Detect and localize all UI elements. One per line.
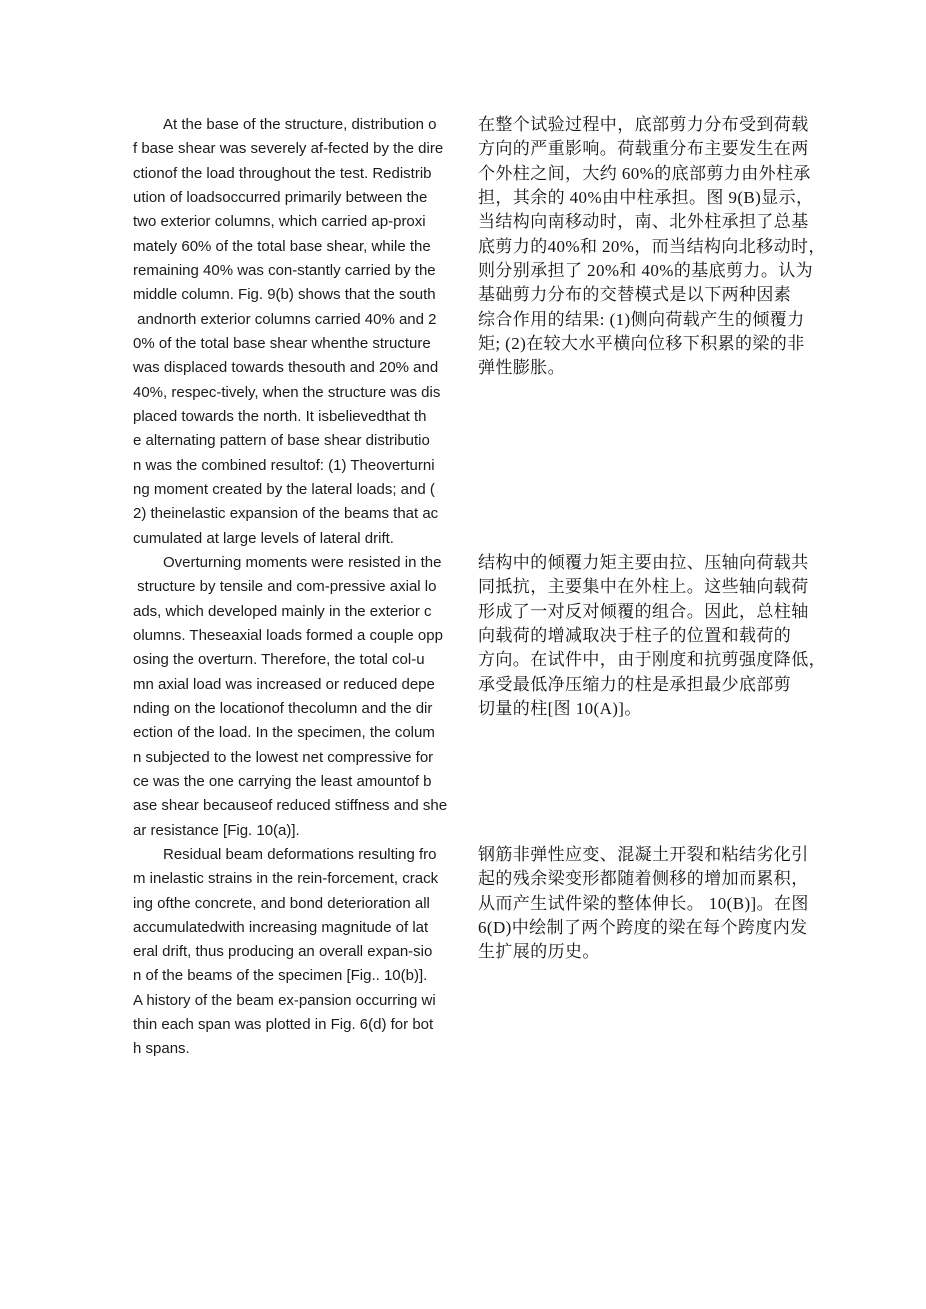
text-line: osing the overturn. Therefore, the total col-u: [133, 651, 425, 669]
text-line: 方向。在试件中，由于刚度和抗剪强度降低，: [478, 650, 826, 670]
text-line: mately 60% of the total base shear, while the: [133, 237, 431, 255]
text-line: was displaced towards thesouth and 20% and: [133, 359, 439, 377]
text-line: cumulated at large levels of lateral drift.: [133, 529, 394, 547]
text-line: 钢筋非弹性应变、混凝土开裂和粘结劣化引: [478, 844, 809, 864]
text-line: structure by tensile and com-pressive axial lo: [133, 578, 437, 596]
text-line: 底剪力的40%和 20%，而当结构向北移动时，: [478, 236, 826, 256]
text-line: 矩; (2)在较大水平横向位移下积累的梁的非: [478, 333, 805, 353]
text-line: e alternating pattern of base shear distributio: [133, 432, 430, 450]
text-line: eral drift, thus producing an overall expan-sio: [133, 943, 433, 961]
text-line: At the base of the structure, distribution o: [163, 116, 437, 133]
text-line: 基础剪力分布的交替模式是以下两种因素: [478, 285, 792, 305]
text-line: 起的残余梁变形都随着侧移的增加而累积，: [478, 869, 809, 889]
english-paragraph: [133, 551, 478, 843]
text-line: Overturning moments were resisted in the: [163, 553, 442, 571]
text-line: mn axial load was increased or reduced depe: [133, 675, 435, 693]
text-line: 切量的柱[图 10(A)]。: [478, 698, 642, 718]
text-line: two exterior columns, which carried ap-proxi: [133, 213, 426, 231]
text-line: 从而产生试件梁的整体伸长。 10(B)]。在图: [478, 893, 809, 913]
chinese-paragraph: [478, 551, 826, 721]
text-line: 生扩展的历史。: [478, 942, 600, 962]
text-line: A history of the beam ex-pansion occurring wi: [133, 991, 436, 1009]
translation-table: [133, 113, 826, 1062]
text-line: 在整个试验过程中，底部剪力分布受到荷载: [478, 115, 809, 134]
paragraph-row: [133, 843, 809, 1062]
text-line: olumns. Theseaxial loads formed a couple opp: [133, 626, 443, 644]
text-line: ution of loadsoccurred primarily between the: [133, 188, 428, 206]
text-line: 方向的严重影响。荷载重分布主要发生在两: [478, 139, 809, 159]
text-line: 向载荷的增减取决于柱子的位置和载荷的: [478, 625, 792, 645]
text-line: 弹性膨胀。: [478, 358, 565, 378]
text-line: nding on the locationof thecolumn and the dir: [133, 699, 433, 717]
text-line: remaining 40% was con-stantly carried by the: [133, 261, 436, 279]
text-line: ection of the load. In the specimen, the colum: [133, 724, 435, 742]
text-line: 担，其余的 40%由中柱承担。图 9(B)显示，: [478, 187, 814, 207]
text-line: 同抵抗，主要集中在外柱上。这些轴向载荷: [478, 577, 809, 597]
text-line: n subjected to the lowest net compressive for: [133, 748, 434, 766]
text-line: 形成了一对反对倾覆的组合。因此，总柱轴: [478, 601, 809, 621]
chinese-paragraph: [478, 843, 809, 965]
text-line: ing ofthe concrete, and bond deterioration all: [133, 894, 430, 912]
paragraph-row: [133, 551, 826, 843]
text-line: n was the combined resultof: (1) Theoverturni: [133, 456, 435, 474]
text-line: ctionof the load throughout the test. Redistrib: [133, 164, 432, 182]
text-line: 6(D)中绘制了两个跨度的梁在每个跨度内发: [478, 917, 808, 937]
text-line: placed towards the north. It isbelievedthat th: [133, 407, 427, 425]
text-line: Residual beam deformations resulting fro: [163, 845, 437, 863]
text-line: 承受最低净压缩力的柱是承担最少底部剪: [478, 674, 792, 694]
text-line: 则分别承担了 20%和 40%的基底剪力。认为: [478, 260, 814, 280]
text-line: 40%, respec-tively, when the structure was dis: [133, 383, 441, 401]
text-line: n of the beams of the specimen [Fig.. 10(b)].: [133, 967, 428, 985]
english-paragraph: [133, 843, 478, 1062]
text-line: h spans.: [133, 1040, 190, 1058]
text-line: andnorth exterior columns carried 40% and 2: [133, 310, 437, 328]
text-line: thin each span was plotted in Fig. 6(d) for bot: [133, 1016, 434, 1034]
english-paragraph: [133, 113, 478, 551]
text-line: ng moment created by the lateral loads; and (: [133, 480, 435, 498]
chinese-paragraph: [478, 113, 826, 381]
text-line: 个外柱之间，大约 60%的底部剪力由外柱承: [478, 163, 811, 183]
text-line: m inelastic strains in the rein-forcement, crack: [133, 870, 439, 888]
paragraph-row: [133, 113, 826, 551]
text-line: 0% of the total base shear whenthe structure: [133, 334, 431, 352]
text-line: 结构中的倾覆力矩主要由拉、压轴向荷载共: [478, 552, 809, 572]
text-line: accumulatedwith increasing magnitude of lat: [133, 918, 429, 936]
text-line: ar resistance [Fig. 10(a)].: [133, 821, 300, 839]
text-line: 综合作用的结果: (1)侧向荷载产生的倾覆力: [478, 309, 805, 329]
text-line: 当结构向南移动时，南、北外柱承担了总基: [478, 212, 809, 232]
text-line: ads, which developed mainly in the exterior c: [133, 602, 432, 620]
text-line: ce was the one carrying the least amountof b: [133, 772, 432, 790]
text-line: f base shear was severely af-fected by the dire: [133, 140, 444, 158]
text-line: ase shear becauseof reduced stiffness and she: [133, 797, 448, 815]
text-line: middle column. Fig. 9(b) shows that the south: [133, 286, 436, 304]
text-line: 2) theinelastic expansion of the beams that ac: [133, 505, 439, 523]
